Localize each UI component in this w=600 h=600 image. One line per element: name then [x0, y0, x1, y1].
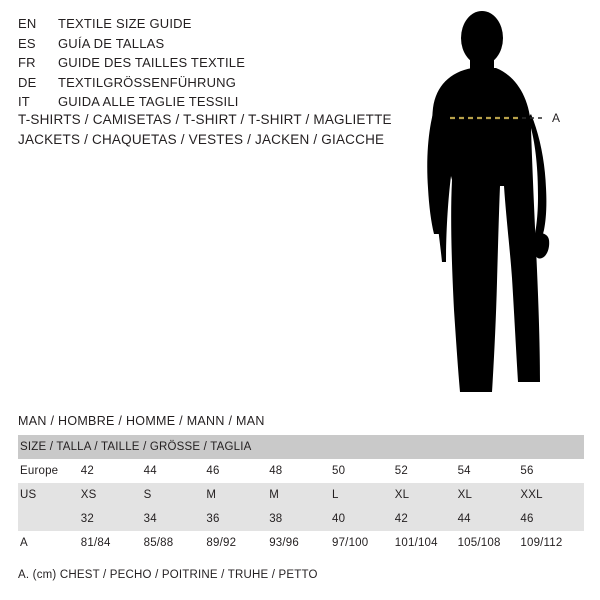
language-text: TEXTILE SIZE GUIDE [58, 16, 192, 31]
cell: 32 [80, 513, 94, 525]
size-table-section [18, 414, 584, 581]
cell: XXL [520, 489, 543, 501]
language-row [18, 92, 398, 112]
cell: 42 [80, 465, 94, 477]
cell: 44 [457, 513, 471, 525]
language-row [18, 34, 398, 54]
category-list [18, 110, 418, 150]
cell: XS [80, 489, 97, 501]
cell: XL [394, 489, 410, 501]
cell: M [269, 489, 279, 501]
table-header-label: SIZE / TALLA / TAILLE / GRÖSSE / TAGLIA [20, 441, 252, 453]
language-row [18, 53, 398, 73]
language-text: TEXTILGRÖSSENFÜHRUNG [58, 74, 237, 90]
table-row [18, 531, 584, 555]
man-silhouette-icon [400, 10, 600, 410]
cell: M [206, 489, 217, 501]
size-table [18, 435, 584, 555]
language-row [18, 14, 398, 34]
cell: 36 [206, 513, 220, 525]
cell: 48 [269, 465, 283, 477]
row-label: US [20, 489, 37, 501]
cell: 46 [206, 465, 220, 477]
cell: 56 [520, 465, 534, 477]
language-code: ES [18, 35, 36, 51]
cell: 46 [520, 513, 534, 525]
table-row [18, 459, 584, 483]
cell: L [331, 489, 339, 501]
cell: 38 [269, 513, 283, 525]
row-label: A [20, 537, 28, 549]
measure-label-a: A [552, 111, 561, 125]
language-row [18, 73, 398, 93]
table-footnote: A. (cm) CHEST / PECHO / POITRINE / TRUHE / PETTO [18, 569, 318, 581]
figure-illustration [400, 10, 600, 410]
cell: 109/112 [520, 537, 563, 549]
cell: 44 [143, 465, 157, 477]
category-tshirts: T-SHIRTS / CAMISETAS / T-SHIRT / T-SHIRT / MAGLIETTE [18, 112, 392, 127]
cell: 34 [143, 513, 157, 525]
cell: 50 [331, 465, 346, 477]
language-list [18, 14, 398, 112]
table-row [18, 507, 584, 531]
cell: 52 [394, 465, 408, 477]
cell: XL [457, 489, 473, 501]
cell: 54 [457, 465, 471, 477]
row-label: Europe [20, 465, 59, 477]
table-header-row [18, 435, 584, 459]
table-row [18, 483, 584, 507]
cell: 89/92 [206, 537, 237, 549]
cell: 81/84 [80, 537, 111, 549]
language-text: GUÍA DE TALLAS [58, 35, 165, 51]
language-code: DE [18, 74, 37, 90]
cell: 105/108 [457, 537, 501, 549]
category-jackets: JACKETS / CHAQUETAS / VESTES / JACKEN / GIACCHE [18, 132, 385, 147]
cell: 101/104 [394, 537, 438, 549]
language-text: GUIDE DES TAILLES TEXTILE [58, 55, 246, 70]
language-code: FR [18, 55, 36, 70]
cell: 93/96 [269, 537, 299, 549]
cell: S [143, 489, 152, 501]
cell: 97/100 [331, 537, 369, 549]
language-code: EN [18, 16, 37, 31]
cell: 85/88 [143, 537, 174, 549]
cell: 42 [394, 513, 408, 525]
table-title: MAN / HOMBRE / HOMME / MANN / MAN [18, 414, 265, 428]
cell: 40 [331, 513, 346, 525]
row-label [18, 507, 81, 531]
language-text: GUIDA ALLE TAGLIE TESSILI [58, 94, 239, 109]
language-code: IT [18, 94, 30, 109]
